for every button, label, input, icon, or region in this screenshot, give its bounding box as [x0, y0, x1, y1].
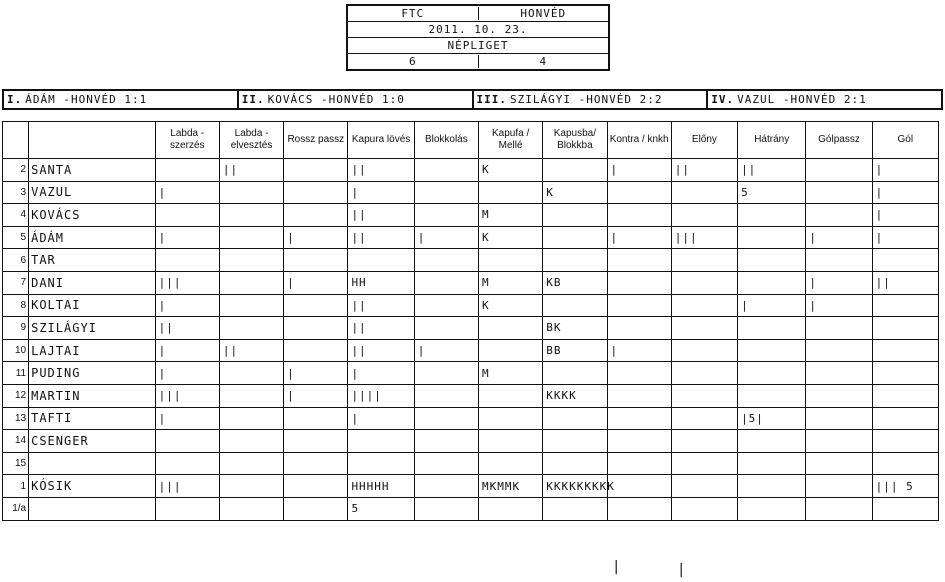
stat-cell: |||	[155, 271, 219, 294]
player-name: KOVÁCS	[29, 204, 156, 227]
goal-2	[237, 91, 472, 108]
stat-cell: |	[872, 226, 938, 249]
stat-cell: |	[872, 204, 938, 227]
stat-cell	[671, 181, 737, 204]
stat-cell	[478, 181, 542, 204]
stat-cell: KKKK	[543, 384, 607, 407]
stat-cell: |	[738, 294, 806, 317]
stat-cell: ||| 5	[872, 475, 938, 498]
stat-cell	[478, 249, 542, 272]
stat-cell: ||	[738, 159, 806, 182]
stat-cell	[738, 249, 806, 272]
stat-cell	[219, 317, 283, 340]
stat-cell	[219, 362, 283, 385]
row-number: 5	[3, 226, 29, 249]
stat-cell	[872, 497, 938, 520]
goal-text: VAZUL -HONVÉD 2:1	[737, 93, 867, 106]
stat-cell: BK	[543, 317, 607, 340]
stat-cell	[738, 452, 806, 475]
stat-cell: |	[414, 226, 478, 249]
stat-cell	[607, 430, 671, 453]
goal-num: III.	[476, 93, 507, 106]
player-name: LAJTAI	[29, 339, 156, 362]
stat-cell	[478, 407, 542, 430]
row-number: 3	[3, 181, 29, 204]
stat-cell	[414, 384, 478, 407]
stat-cell	[414, 407, 478, 430]
table-row	[3, 475, 939, 498]
stat-cell	[671, 294, 737, 317]
stat-cell	[155, 159, 219, 182]
stat-cell	[806, 181, 872, 204]
stat-cell	[478, 497, 542, 520]
stat-cell	[607, 362, 671, 385]
stat-cell	[738, 362, 806, 385]
stat-cell	[607, 497, 671, 520]
stat-cell: |	[348, 407, 414, 430]
row-number: 13	[3, 407, 29, 430]
stat-cell: |||	[155, 384, 219, 407]
stat-cell	[543, 294, 607, 317]
stat-cell	[738, 339, 806, 362]
stat-cell: |	[284, 384, 348, 407]
stat-cell	[671, 362, 737, 385]
stat-cell	[284, 317, 348, 340]
stat-cell	[806, 204, 872, 227]
stat-cell	[607, 475, 671, 498]
table-row	[3, 249, 939, 272]
stat-cell: |	[607, 339, 671, 362]
stat-cell	[219, 384, 283, 407]
player-name: TAFTI	[29, 407, 156, 430]
stat-cell: ||	[219, 339, 283, 362]
stat-cell: ||	[348, 226, 414, 249]
stat-cell	[414, 317, 478, 340]
goal-num: IV.	[711, 93, 735, 106]
stat-cell: |	[806, 271, 872, 294]
stat-cell	[219, 475, 283, 498]
stat-cell: |	[607, 159, 671, 182]
stat-cell: KKKKKKKKK	[543, 475, 607, 498]
stat-cell	[806, 159, 872, 182]
stat-cell: |||	[671, 226, 737, 249]
stat-cell	[543, 226, 607, 249]
stat-cell: |	[806, 226, 872, 249]
stat-cell	[284, 339, 348, 362]
stat-cell: HH	[348, 271, 414, 294]
stat-cell	[219, 249, 283, 272]
header-col: Hátrány	[738, 122, 806, 159]
header-col: Gól	[872, 122, 938, 159]
stat-cell	[607, 384, 671, 407]
stat-cell	[284, 294, 348, 317]
stat-cell: |	[348, 362, 414, 385]
row-number: 7	[3, 271, 29, 294]
stat-cell	[219, 271, 283, 294]
stat-cell	[671, 204, 737, 227]
stat-cell	[671, 317, 737, 340]
stat-cell: ||	[155, 317, 219, 340]
stat-cell	[607, 294, 671, 317]
stat-cell	[219, 226, 283, 249]
stat-cell: ||	[348, 317, 414, 340]
stat-cell: M	[478, 271, 542, 294]
stat-cell	[872, 362, 938, 385]
stat-cell: KB	[543, 271, 607, 294]
stat-cell	[872, 430, 938, 453]
goal-text: SZILÁGYI -HONVÉD 2:2	[510, 93, 663, 106]
stat-cell	[671, 249, 737, 272]
stat-cell	[806, 475, 872, 498]
header-num	[3, 122, 29, 159]
row-number: 9	[3, 317, 29, 340]
stat-cell	[543, 362, 607, 385]
stat-cell	[414, 159, 478, 182]
home-team: FTC	[401, 7, 425, 20]
stat-cell	[738, 430, 806, 453]
stat-cell	[155, 204, 219, 227]
stat-cell	[806, 362, 872, 385]
match-venue: NÉPLIGET	[447, 39, 509, 52]
stat-cell: |	[284, 271, 348, 294]
stat-cell	[872, 339, 938, 362]
table-row	[3, 226, 939, 249]
stat-cell	[806, 339, 872, 362]
row-number: 14	[3, 430, 29, 453]
stat-cell: |	[155, 407, 219, 430]
stat-cell	[806, 384, 872, 407]
goal-num: II.	[241, 93, 265, 106]
stat-cell: BB	[543, 339, 607, 362]
stat-cell	[284, 407, 348, 430]
table-row	[3, 407, 939, 430]
stat-cell	[872, 294, 938, 317]
table-row	[3, 452, 939, 475]
stat-cell	[738, 271, 806, 294]
stat-cell: ||	[348, 339, 414, 362]
stat-cell	[414, 181, 478, 204]
stat-cell	[284, 452, 348, 475]
player-name: KÓSIK	[29, 475, 156, 498]
stat-cell: |	[155, 339, 219, 362]
bottom-mark: |	[612, 559, 622, 575]
stat-cell	[543, 452, 607, 475]
stat-cell	[414, 452, 478, 475]
stat-cell	[348, 249, 414, 272]
stat-cell: |	[872, 181, 938, 204]
stat-cell	[806, 249, 872, 272]
player-name: KOLTAI	[29, 294, 156, 317]
stat-cell	[671, 384, 737, 407]
stat-cell	[543, 407, 607, 430]
stat-cell	[284, 497, 348, 520]
stat-cell	[543, 159, 607, 182]
player-name: VAZUL	[29, 181, 156, 204]
stats-table	[2, 121, 939, 521]
stat-cell	[414, 294, 478, 317]
table-row	[3, 339, 939, 362]
stat-cell: K	[478, 294, 542, 317]
stat-cell: ||||	[348, 384, 414, 407]
away-team: HONVÉD	[478, 7, 609, 20]
stat-cell	[348, 430, 414, 453]
row-number: 4	[3, 204, 29, 227]
stat-cell	[671, 497, 737, 520]
stat-cell: K	[478, 226, 542, 249]
player-name	[29, 497, 156, 520]
stat-cell	[284, 430, 348, 453]
stat-cell: |	[155, 294, 219, 317]
stat-cell	[219, 204, 283, 227]
stat-cell: |	[348, 181, 414, 204]
stat-cell	[738, 317, 806, 340]
stat-cell	[414, 249, 478, 272]
row-number: 15	[3, 452, 29, 475]
table-row	[3, 497, 939, 520]
stat-cell	[607, 407, 671, 430]
header-col: Labda - szerzés	[155, 122, 219, 159]
player-name: SZILÁGYI	[29, 317, 156, 340]
goal-num: I.	[7, 93, 23, 106]
away-score: 4	[478, 55, 609, 68]
row-number: 1	[3, 475, 29, 498]
stat-cell: ||	[219, 159, 283, 182]
stat-cell: K	[478, 159, 542, 182]
stat-cell	[671, 271, 737, 294]
match-date: 2011. 10. 23.	[428, 23, 528, 36]
goal-text: KOVÁCS -HONVÉD 1:0	[267, 93, 405, 106]
stat-cell	[284, 475, 348, 498]
header-col: Labda - elvesztés	[219, 122, 283, 159]
stat-cell: ||	[671, 159, 737, 182]
row-number: 1/a	[3, 497, 29, 520]
match-header	[346, 4, 610, 71]
row-number: 2	[3, 159, 29, 182]
stat-cell: |5|	[738, 407, 806, 430]
stat-cell: 5	[348, 497, 414, 520]
stat-cell: |||	[155, 475, 219, 498]
stat-cell	[219, 181, 283, 204]
row-number: 12	[3, 384, 29, 407]
player-name: DANI	[29, 271, 156, 294]
table-row	[3, 204, 939, 227]
stat-cell	[543, 497, 607, 520]
player-name: PUDING	[29, 362, 156, 385]
stat-cell	[219, 430, 283, 453]
stat-cell	[478, 452, 542, 475]
stat-cell	[607, 271, 671, 294]
stat-cell	[155, 430, 219, 453]
stat-cell	[671, 407, 737, 430]
stats-body	[3, 159, 939, 521]
header-col: Kontra / knkh	[607, 122, 671, 159]
stat-cell	[806, 452, 872, 475]
stat-cell: |	[155, 181, 219, 204]
stat-cell: M	[478, 362, 542, 385]
header-col: Rossz passz	[284, 122, 348, 159]
stat-cell: ||	[348, 294, 414, 317]
stat-cell	[607, 317, 671, 340]
stat-cell: ||	[872, 271, 938, 294]
stat-cell	[414, 497, 478, 520]
stat-cell	[284, 249, 348, 272]
stat-cell: |	[414, 339, 478, 362]
stat-cell	[738, 204, 806, 227]
stat-cell: 5	[738, 181, 806, 204]
row-number: 8	[3, 294, 29, 317]
stat-cell	[607, 452, 671, 475]
stat-cell	[806, 430, 872, 453]
header-col: Blokkolás	[414, 122, 478, 159]
stat-cell	[806, 317, 872, 340]
table-row	[3, 384, 939, 407]
stat-cell	[543, 204, 607, 227]
player-name: SANTA	[29, 159, 156, 182]
stat-cell	[155, 452, 219, 475]
row-number: 6	[3, 249, 29, 272]
stat-cell	[738, 497, 806, 520]
table-row	[3, 362, 939, 385]
stat-cell	[219, 407, 283, 430]
header-col: Kapura lövés	[348, 122, 414, 159]
stat-cell	[738, 226, 806, 249]
stat-cell: ||	[348, 159, 414, 182]
stat-cell	[414, 430, 478, 453]
stat-cell	[543, 249, 607, 272]
stat-cell	[872, 384, 938, 407]
stat-cell	[872, 452, 938, 475]
stat-cell: M	[478, 204, 542, 227]
header-col: Kapufa / Mellé	[478, 122, 542, 159]
table-row	[3, 159, 939, 182]
player-name: TAR	[29, 249, 156, 272]
stat-cell: |	[155, 226, 219, 249]
stat-cell	[284, 159, 348, 182]
player-name: ÁDÁM	[29, 226, 156, 249]
table-row	[3, 430, 939, 453]
bottom-mark: |	[677, 562, 687, 578]
stat-cell	[478, 317, 542, 340]
stat-cell: |	[607, 226, 671, 249]
header-col: Gólpassz	[806, 122, 872, 159]
goal-3	[472, 91, 707, 108]
stat-cell: |	[155, 362, 219, 385]
stat-cell	[671, 339, 737, 362]
stat-cell	[348, 452, 414, 475]
stat-cell	[414, 271, 478, 294]
stat-cell	[284, 181, 348, 204]
stat-cell	[219, 497, 283, 520]
goal-1	[4, 91, 237, 108]
stat-cell	[671, 430, 737, 453]
stat-cell	[806, 407, 872, 430]
stat-cell: ||	[348, 204, 414, 227]
goal-text: ÁDÁM -HONVÉD 1:1	[25, 93, 148, 106]
stat-cell	[872, 317, 938, 340]
player-name: MARTIN	[29, 384, 156, 407]
stat-cell	[284, 204, 348, 227]
stat-cell	[478, 384, 542, 407]
stat-cell	[478, 430, 542, 453]
stat-cell	[414, 204, 478, 227]
header-col: Kapusba/ Blokkba	[543, 122, 607, 159]
stat-cell	[806, 497, 872, 520]
stat-cell	[738, 384, 806, 407]
stat-cell	[607, 181, 671, 204]
player-name: CSENGER	[29, 430, 156, 453]
goals-strip	[2, 89, 943, 110]
stat-cell	[219, 452, 283, 475]
stat-cell	[155, 497, 219, 520]
table-row	[3, 294, 939, 317]
home-score: 6	[408, 55, 417, 68]
header-name	[29, 122, 156, 159]
player-name	[29, 452, 156, 475]
stat-cell	[671, 475, 737, 498]
stat-cell: |	[284, 362, 348, 385]
stat-cell	[738, 475, 806, 498]
table-row	[3, 271, 939, 294]
stat-cell: MKMMK	[478, 475, 542, 498]
stat-cell: |	[284, 226, 348, 249]
stat-cell	[414, 475, 478, 498]
row-number: 11	[3, 362, 29, 385]
stat-cell: HHHHH	[348, 475, 414, 498]
stat-cell	[872, 407, 938, 430]
goal-4	[706, 91, 941, 108]
stat-cell	[414, 362, 478, 385]
stat-cell: K	[543, 181, 607, 204]
row-number: 10	[3, 339, 29, 362]
stat-cell	[607, 249, 671, 272]
stat-cell	[155, 249, 219, 272]
stat-cell	[478, 339, 542, 362]
stat-cell	[219, 294, 283, 317]
stat-cell	[543, 430, 607, 453]
stat-cell: |	[806, 294, 872, 317]
stat-cell	[607, 204, 671, 227]
stat-cell	[872, 249, 938, 272]
header-col: Előny	[671, 122, 737, 159]
table-row	[3, 317, 939, 340]
stat-cell	[671, 452, 737, 475]
stat-cell: |	[872, 159, 938, 182]
header-row	[3, 122, 939, 159]
table-row	[3, 181, 939, 204]
